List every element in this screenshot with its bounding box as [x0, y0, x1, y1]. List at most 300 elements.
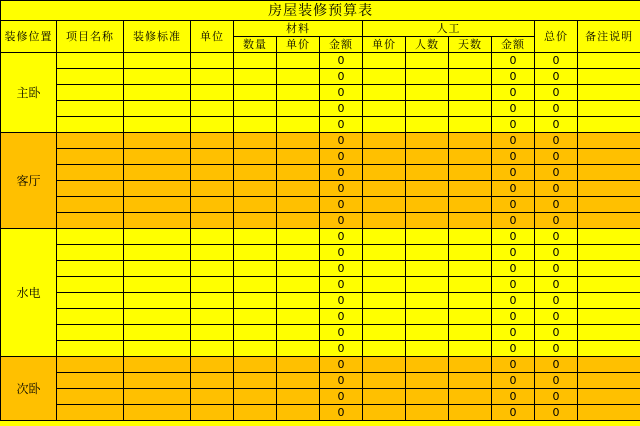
material-quantity-cell[interactable]: [234, 53, 277, 69]
labor-price-cell[interactable]: [363, 197, 406, 213]
item-name-cell[interactable]: [57, 373, 124, 389]
material-price-cell[interactable]: [277, 53, 320, 69]
total-cell[interactable]: 0: [535, 293, 578, 309]
material-quantity-cell[interactable]: [234, 341, 277, 357]
remarks-cell[interactable]: [578, 309, 640, 325]
material-amount-cell[interactable]: 0: [320, 213, 363, 229]
labor-days-cell[interactable]: [449, 405, 492, 421]
labor-days-cell[interactable]: [449, 85, 492, 101]
labor-price-cell[interactable]: [363, 133, 406, 149]
item-name-cell[interactable]: [57, 69, 124, 85]
standard-cell[interactable]: [124, 229, 191, 245]
labor-price-cell[interactable]: [363, 101, 406, 117]
item-name-cell[interactable]: [57, 53, 124, 69]
labor-days-cell[interactable]: [449, 245, 492, 261]
labor-price-cell[interactable]: [363, 405, 406, 421]
labor-price-cell[interactable]: [363, 357, 406, 373]
remarks-cell[interactable]: [578, 245, 640, 261]
material-quantity-cell[interactable]: [234, 357, 277, 373]
material-quantity-cell[interactable]: [234, 245, 277, 261]
labor-amount-cell[interactable]: 0: [492, 373, 535, 389]
labor-price-cell[interactable]: [363, 149, 406, 165]
material-price-cell[interactable]: [277, 261, 320, 277]
material-price-cell[interactable]: [277, 117, 320, 133]
unit-cell[interactable]: [191, 325, 234, 341]
item-name-cell[interactable]: [57, 85, 124, 101]
header-standard: 装修标准: [124, 21, 191, 53]
material-amount-cell[interactable]: 0: [320, 325, 363, 341]
labor-workers-cell[interactable]: [406, 389, 449, 405]
unit-cell[interactable]: [191, 373, 234, 389]
material-quantity-cell[interactable]: [234, 261, 277, 277]
unit-cell[interactable]: [191, 85, 234, 101]
labor-days-cell[interactable]: [449, 229, 492, 245]
table-row: [1, 261, 640, 277]
unit-cell[interactable]: [191, 149, 234, 165]
labor-amount-cell[interactable]: 0: [492, 389, 535, 405]
material-amount-cell[interactable]: 0: [320, 85, 363, 101]
standard-cell[interactable]: [124, 293, 191, 309]
labor-price-cell[interactable]: [363, 389, 406, 405]
labor-amount-cell[interactable]: 0: [492, 181, 535, 197]
material-quantity-cell[interactable]: [234, 373, 277, 389]
item-name-cell[interactable]: [57, 133, 124, 149]
standard-cell[interactable]: [124, 101, 191, 117]
item-name-cell[interactable]: [57, 245, 124, 261]
remarks-cell[interactable]: [578, 117, 640, 133]
unit-cell[interactable]: [191, 389, 234, 405]
standard-cell[interactable]: [124, 373, 191, 389]
unit-cell[interactable]: [191, 165, 234, 181]
total-cell[interactable]: 0: [535, 357, 578, 373]
material-quantity-cell[interactable]: [234, 293, 277, 309]
standard-cell[interactable]: [124, 213, 191, 229]
labor-workers-cell[interactable]: [406, 245, 449, 261]
standard-cell[interactable]: [124, 117, 191, 133]
material-amount-cell[interactable]: 0: [320, 389, 363, 405]
remarks-cell[interactable]: [578, 53, 640, 69]
total-cell[interactable]: 0: [535, 133, 578, 149]
item-name-cell[interactable]: [57, 261, 124, 277]
material-price-cell[interactable]: [277, 341, 320, 357]
standard-cell[interactable]: [124, 149, 191, 165]
header-material: 材料: [234, 21, 363, 37]
table-row: [1, 277, 640, 293]
material-amount-cell[interactable]: 0: [320, 181, 363, 197]
remarks-cell[interactable]: [578, 325, 640, 341]
labor-days-cell[interactable]: [449, 165, 492, 181]
material-price-cell[interactable]: [277, 229, 320, 245]
labor-price-cell[interactable]: [363, 181, 406, 197]
material-amount-cell[interactable]: 0: [320, 293, 363, 309]
table-row: [1, 181, 640, 197]
material-amount-cell[interactable]: 0: [320, 165, 363, 181]
material-amount-cell[interactable]: 0: [320, 53, 363, 69]
material-amount-cell[interactable]: 0: [320, 261, 363, 277]
item-name-cell[interactable]: [57, 293, 124, 309]
item-name-cell[interactable]: [57, 405, 124, 421]
labor-price-cell[interactable]: [363, 213, 406, 229]
labor-days-cell[interactable]: [449, 277, 492, 293]
labor-price-cell[interactable]: [363, 293, 406, 309]
labor-amount-cell[interactable]: 0: [492, 101, 535, 117]
labor-workers-cell[interactable]: [406, 357, 449, 373]
labor-amount-cell[interactable]: 0: [492, 405, 535, 421]
standard-cell[interactable]: [124, 181, 191, 197]
standard-cell[interactable]: [124, 341, 191, 357]
item-name-cell[interactable]: [57, 117, 124, 133]
unit-cell[interactable]: [191, 245, 234, 261]
unit-cell[interactable]: [191, 277, 234, 293]
material-amount-cell[interactable]: 0: [320, 197, 363, 213]
labor-days-cell[interactable]: [449, 69, 492, 85]
material-price-cell[interactable]: [277, 245, 320, 261]
remarks-cell[interactable]: [578, 341, 640, 357]
labor-days-cell[interactable]: [449, 389, 492, 405]
unit-cell[interactable]: [191, 309, 234, 325]
material-quantity-cell[interactable]: [234, 165, 277, 181]
labor-workers-cell[interactable]: [406, 229, 449, 245]
remarks-cell[interactable]: [578, 357, 640, 373]
material-price-cell[interactable]: [277, 357, 320, 373]
item-name-cell[interactable]: [57, 181, 124, 197]
standard-cell[interactable]: [124, 405, 191, 421]
total-cell[interactable]: 0: [535, 213, 578, 229]
remarks-cell[interactable]: [578, 213, 640, 229]
labor-workers-cell[interactable]: [406, 149, 449, 165]
total-cell[interactable]: 0: [535, 165, 578, 181]
material-quantity-cell[interactable]: [234, 309, 277, 325]
item-name-cell[interactable]: [57, 389, 124, 405]
remarks-cell[interactable]: [578, 165, 640, 181]
standard-cell[interactable]: [124, 357, 191, 373]
labor-amount-cell[interactable]: 0: [492, 165, 535, 181]
labor-price-cell[interactable]: [363, 85, 406, 101]
labor-price-cell[interactable]: [363, 165, 406, 181]
remarks-cell[interactable]: [578, 181, 640, 197]
item-name-cell[interactable]: [57, 277, 124, 293]
item-name-cell[interactable]: [57, 357, 124, 373]
standard-cell[interactable]: [124, 277, 191, 293]
labor-amount-cell[interactable]: 0: [492, 357, 535, 373]
total-cell[interactable]: 0: [535, 325, 578, 341]
material-price-cell[interactable]: [277, 293, 320, 309]
labor-days-cell[interactable]: [449, 261, 492, 277]
labor-amount-cell[interactable]: 0: [492, 85, 535, 101]
remarks-cell[interactable]: [578, 261, 640, 277]
remarks-cell[interactable]: [578, 149, 640, 165]
header-labor: 人工: [363, 21, 535, 37]
remarks-cell[interactable]: [578, 197, 640, 213]
total-cell[interactable]: 0: [535, 181, 578, 197]
total-cell[interactable]: 0: [535, 149, 578, 165]
labor-workers-cell[interactable]: [406, 309, 449, 325]
labor-amount-cell[interactable]: 0: [492, 213, 535, 229]
material-quantity-cell[interactable]: [234, 117, 277, 133]
material-price-cell[interactable]: [277, 101, 320, 117]
table-row: [1, 165, 640, 181]
labor-amount-cell[interactable]: 0: [492, 69, 535, 85]
material-price-cell[interactable]: [277, 277, 320, 293]
labor-amount-cell[interactable]: 0: [492, 133, 535, 149]
labor-workers-cell[interactable]: [406, 341, 449, 357]
total-cell[interactable]: 0: [535, 341, 578, 357]
material-price-cell[interactable]: [277, 325, 320, 341]
header-total: 总价: [535, 21, 578, 53]
labor-workers-cell[interactable]: [406, 373, 449, 389]
unit-cell[interactable]: [191, 213, 234, 229]
material-quantity-cell[interactable]: [234, 197, 277, 213]
labor-price-cell[interactable]: [363, 325, 406, 341]
labor-days-cell[interactable]: [449, 373, 492, 389]
item-name-cell[interactable]: [57, 101, 124, 117]
unit-cell[interactable]: [191, 69, 234, 85]
material-quantity-cell[interactable]: [234, 149, 277, 165]
standard-cell[interactable]: [124, 133, 191, 149]
material-price-cell[interactable]: [277, 69, 320, 85]
labor-days-cell[interactable]: [449, 325, 492, 341]
labor-workers-cell[interactable]: [406, 165, 449, 181]
labor-days-cell[interactable]: [449, 181, 492, 197]
material-amount-cell[interactable]: 0: [320, 357, 363, 373]
standard-cell[interactable]: [124, 245, 191, 261]
labor-price-cell[interactable]: [363, 261, 406, 277]
material-price-cell[interactable]: [277, 181, 320, 197]
unit-cell[interactable]: [191, 133, 234, 149]
unit-cell[interactable]: [191, 357, 234, 373]
material-quantity-cell[interactable]: [234, 181, 277, 197]
material-quantity-cell[interactable]: [234, 405, 277, 421]
table-row: [1, 101, 640, 117]
labor-price-cell[interactable]: [363, 245, 406, 261]
standard-cell[interactable]: [124, 165, 191, 181]
material-amount-cell[interactable]: 0: [320, 405, 363, 421]
remarks-cell[interactable]: [578, 133, 640, 149]
table-row: [1, 197, 640, 213]
labor-price-cell[interactable]: [363, 341, 406, 357]
remarks-cell[interactable]: [578, 389, 640, 405]
unit-cell[interactable]: [191, 261, 234, 277]
item-name-cell[interactable]: [57, 325, 124, 341]
material-amount-cell[interactable]: 0: [320, 245, 363, 261]
labor-price-cell[interactable]: [363, 373, 406, 389]
material-price-cell[interactable]: [277, 133, 320, 149]
standard-cell[interactable]: [124, 389, 191, 405]
item-name-cell[interactable]: [57, 149, 124, 165]
item-name-cell[interactable]: [57, 197, 124, 213]
labor-days-cell[interactable]: [449, 197, 492, 213]
material-price-cell[interactable]: [277, 213, 320, 229]
total-cell[interactable]: 0: [535, 197, 578, 213]
labor-days-cell[interactable]: [449, 357, 492, 373]
material-price-cell[interactable]: [277, 85, 320, 101]
material-quantity-cell[interactable]: [234, 213, 277, 229]
material-price-cell[interactable]: [277, 165, 320, 181]
material-amount-cell[interactable]: 0: [320, 309, 363, 325]
labor-workers-cell[interactable]: [406, 69, 449, 85]
labor-days-cell[interactable]: [449, 53, 492, 69]
labor-amount-cell[interactable]: 0: [492, 149, 535, 165]
page-title: 房屋装修预算表: [1, 1, 640, 21]
item-name-cell[interactable]: [57, 213, 124, 229]
unit-cell[interactable]: [191, 53, 234, 69]
material-quantity-cell[interactable]: [234, 389, 277, 405]
material-price-cell[interactable]: [277, 373, 320, 389]
labor-days-cell[interactable]: [449, 309, 492, 325]
material-amount-cell[interactable]: 0: [320, 341, 363, 357]
total-cell[interactable]: 0: [535, 405, 578, 421]
remarks-cell[interactable]: [578, 69, 640, 85]
total-cell[interactable]: 0: [535, 373, 578, 389]
labor-amount-cell[interactable]: 0: [492, 277, 535, 293]
labor-amount-cell[interactable]: 0: [492, 197, 535, 213]
total-cell[interactable]: 0: [535, 53, 578, 69]
labor-workers-cell[interactable]: [406, 101, 449, 117]
labor-price-cell[interactable]: [363, 229, 406, 245]
material-quantity-cell[interactable]: [234, 277, 277, 293]
labor-days-cell[interactable]: [449, 117, 492, 133]
table-row: [1, 325, 640, 341]
unit-cell[interactable]: [191, 181, 234, 197]
labor-days-cell[interactable]: [449, 293, 492, 309]
material-amount-cell[interactable]: 0: [320, 277, 363, 293]
unit-cell[interactable]: [191, 197, 234, 213]
item-name-cell[interactable]: [57, 165, 124, 181]
remarks-cell[interactable]: [578, 85, 640, 101]
unit-cell[interactable]: [191, 341, 234, 357]
labor-amount-cell[interactable]: 0: [492, 117, 535, 133]
labor-workers-cell[interactable]: [406, 197, 449, 213]
labor-amount-cell[interactable]: 0: [492, 309, 535, 325]
item-name-cell[interactable]: [57, 341, 124, 357]
standard-cell[interactable]: [124, 85, 191, 101]
standard-cell[interactable]: [124, 261, 191, 277]
header-material-price: 单价: [277, 37, 320, 53]
labor-workers-cell[interactable]: [406, 117, 449, 133]
header-material-quantity: 数量: [234, 37, 277, 53]
table-row: [1, 357, 640, 373]
item-name-cell[interactable]: [57, 229, 124, 245]
material-price-cell[interactable]: [277, 309, 320, 325]
standard-cell[interactable]: [124, 53, 191, 69]
material-quantity-cell[interactable]: [234, 101, 277, 117]
labor-workers-cell[interactable]: [406, 53, 449, 69]
total-cell[interactable]: 0: [535, 277, 578, 293]
material-amount-cell[interactable]: 0: [320, 69, 363, 85]
labor-workers-cell[interactable]: [406, 181, 449, 197]
labor-workers-cell[interactable]: [406, 213, 449, 229]
table-row: [1, 69, 640, 85]
labor-workers-cell[interactable]: [406, 85, 449, 101]
standard-cell[interactable]: [124, 325, 191, 341]
labor-workers-cell[interactable]: [406, 405, 449, 421]
labor-amount-cell[interactable]: 0: [492, 341, 535, 357]
labor-price-cell[interactable]: [363, 309, 406, 325]
labor-price-cell[interactable]: [363, 69, 406, 85]
unit-cell[interactable]: [191, 101, 234, 117]
total-cell[interactable]: 0: [535, 229, 578, 245]
table-row: [1, 117, 640, 133]
total-cell[interactable]: 0: [535, 117, 578, 133]
total-cell[interactable]: 0: [535, 85, 578, 101]
labor-amount-cell[interactable]: 0: [492, 245, 535, 261]
labor-amount-cell[interactable]: 0: [492, 229, 535, 245]
total-cell[interactable]: 0: [535, 245, 578, 261]
labor-price-cell[interactable]: [363, 117, 406, 133]
material-amount-cell[interactable]: 0: [320, 133, 363, 149]
total-cell[interactable]: 0: [535, 309, 578, 325]
labor-amount-cell[interactable]: 0: [492, 53, 535, 69]
labor-workers-cell[interactable]: [406, 325, 449, 341]
material-quantity-cell[interactable]: [234, 69, 277, 85]
labor-days-cell[interactable]: [449, 149, 492, 165]
labor-workers-cell[interactable]: [406, 133, 449, 149]
header-labor-workers: 人数: [406, 37, 449, 53]
header-material-amount: 金额: [320, 37, 363, 53]
total-cell[interactable]: 0: [535, 261, 578, 277]
item-name-cell[interactable]: [57, 309, 124, 325]
group-label: 水电: [1, 229, 57, 357]
labor-price-cell[interactable]: [363, 53, 406, 69]
total-cell[interactable]: 0: [535, 389, 578, 405]
remarks-cell[interactable]: [578, 293, 640, 309]
material-quantity-cell[interactable]: [234, 229, 277, 245]
labor-workers-cell[interactable]: [406, 261, 449, 277]
material-amount-cell[interactable]: 0: [320, 149, 363, 165]
standard-cell[interactable]: [124, 197, 191, 213]
remarks-cell[interactable]: [578, 405, 640, 421]
standard-cell[interactable]: [124, 69, 191, 85]
table-row: [1, 309, 640, 325]
unit-cell[interactable]: [191, 405, 234, 421]
material-quantity-cell[interactable]: [234, 133, 277, 149]
standard-cell[interactable]: [124, 309, 191, 325]
group-label: 次卧: [1, 357, 57, 421]
material-quantity-cell[interactable]: [234, 325, 277, 341]
remarks-cell[interactable]: [578, 373, 640, 389]
labor-days-cell[interactable]: [449, 341, 492, 357]
remarks-cell[interactable]: [578, 101, 640, 117]
material-amount-cell[interactable]: 0: [320, 101, 363, 117]
header-location: 装修位置: [1, 21, 57, 53]
labor-days-cell[interactable]: [449, 213, 492, 229]
material-price-cell[interactable]: [277, 405, 320, 421]
material-amount-cell[interactable]: 0: [320, 117, 363, 133]
header-unit: 单位: [191, 21, 234, 53]
material-quantity-cell[interactable]: [234, 85, 277, 101]
labor-amount-cell[interactable]: 0: [492, 261, 535, 277]
remarks-cell[interactable]: [578, 229, 640, 245]
unit-cell[interactable]: [191, 117, 234, 133]
remarks-cell[interactable]: [578, 277, 640, 293]
labor-amount-cell[interactable]: 0: [492, 325, 535, 341]
material-price-cell[interactable]: [277, 197, 320, 213]
labor-amount-cell[interactable]: 0: [492, 293, 535, 309]
material-price-cell[interactable]: [277, 149, 320, 165]
labor-price-cell[interactable]: [363, 277, 406, 293]
unit-cell[interactable]: [191, 293, 234, 309]
labor-workers-cell[interactable]: [406, 277, 449, 293]
labor-days-cell[interactable]: [449, 133, 492, 149]
material-amount-cell[interactable]: 0: [320, 229, 363, 245]
material-amount-cell[interactable]: 0: [320, 373, 363, 389]
total-cell[interactable]: 0: [535, 101, 578, 117]
total-cell[interactable]: 0: [535, 69, 578, 85]
unit-cell[interactable]: [191, 229, 234, 245]
labor-days-cell[interactable]: [449, 101, 492, 117]
material-price-cell[interactable]: [277, 389, 320, 405]
labor-workers-cell[interactable]: [406, 293, 449, 309]
